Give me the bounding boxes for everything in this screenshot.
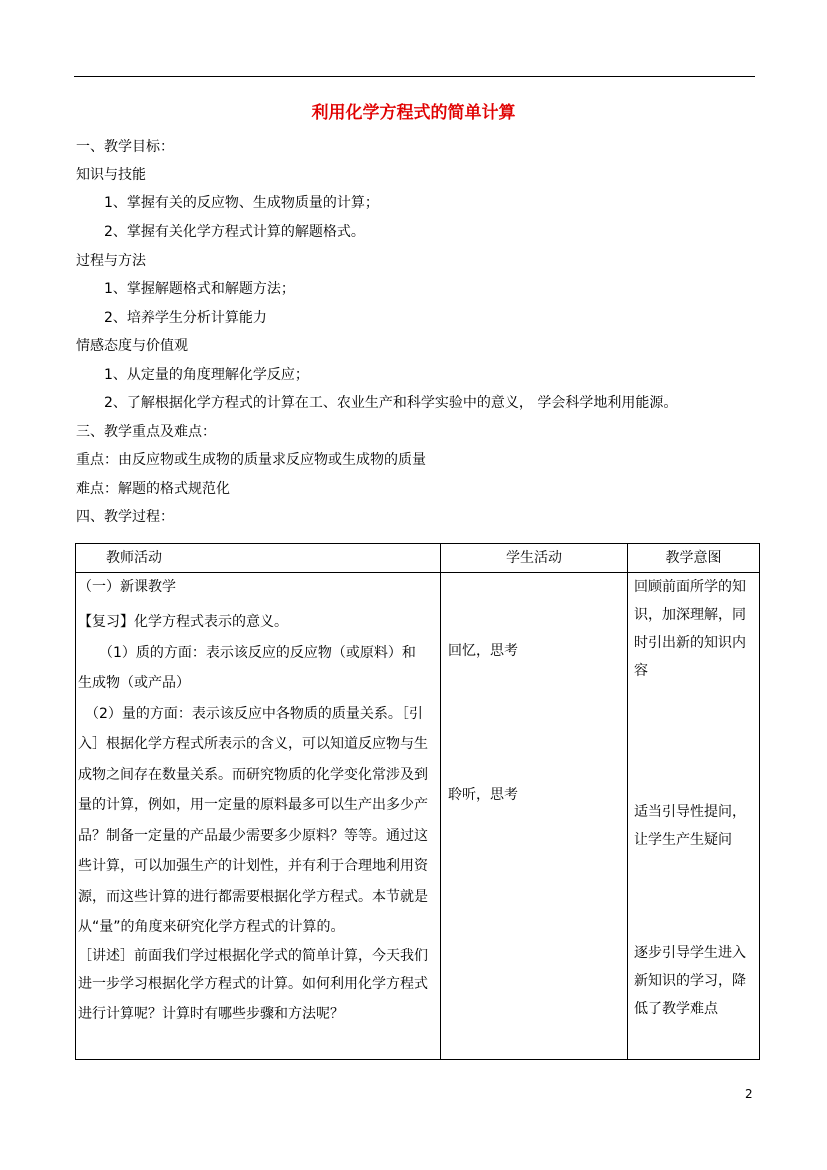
section3-heading: 三、教学重点及难点： — [76, 424, 216, 440]
table-row — [76, 573, 760, 1060]
page-number: 2 — [745, 1087, 753, 1101]
teacher-line: 入］根据化学方程式所表示的含义，可以知道反应物与生 — [78, 736, 428, 752]
teacher-activity-cell — [76, 573, 441, 1060]
header-student-activity: 学生活动 — [441, 544, 628, 573]
section1-heading: 一、教学目标： — [76, 139, 174, 155]
teacher-line: （2）量的方面：表示该反应中各物质的质量关系。［引 — [78, 705, 423, 722]
teacher-line: 源，而这些计算的进行都需要根据化学方程式。本节就是 — [78, 888, 428, 905]
teacher-line: （1）质的方面：表示该反应的反应物（或原料）和 — [78, 644, 416, 661]
teacher-line: 从“量”的角度来研究化学方程式的计算的。 — [78, 919, 345, 935]
teacher-line: 生成物（或产品） — [78, 675, 190, 691]
student-activity-text: 回忆，思考 — [448, 643, 518, 659]
student-activity-cell — [441, 573, 628, 1060]
knowledge-item: 2、掌握有关化学方程式计算的解题格式。 — [104, 224, 365, 240]
knowledge-heading: 知识与技能 — [76, 167, 146, 183]
teacher-line: 些计算，可以加强生产的计划性，并有利于合理地利用资 — [78, 858, 428, 874]
difficult-point: 难点：解题的格式规范化 — [76, 481, 230, 497]
emotion-item: 2、了解根据化学方程式的计算在工、农业生产和科学实验中的意义， 学会科学地利用能源。 — [104, 395, 678, 411]
document-title: 利用化学方程式的简单计算 — [311, 103, 516, 123]
process-item: 1、掌握解题格式和解题方法； — [104, 281, 295, 297]
knowledge-item: 1、掌握有关的反应物、生成物质量的计算； — [104, 195, 379, 211]
teacher-line: ［讲述］前面我们学过根据化学式的简单计算，今天我们 — [78, 947, 428, 964]
teacher-line: 量的计算，例如，用一定量的原料最多可以生产出多少产 — [78, 797, 428, 813]
process-item: 2、培养学生分析计算能力 — [104, 310, 267, 326]
teaching-intent-text: 回顾前面所学的知识，加深理解，同时引出新的知识内容 — [634, 579, 746, 679]
header-rule — [74, 76, 755, 77]
teacher-line: 【复习】化学方程式表示的意义。 — [78, 614, 288, 630]
teacher-line: 进行计算呢？计算时有哪些步骤和方法呢？ — [78, 1005, 344, 1022]
teaching-intent-text: 适当引导性提问，让学生产生疑问 — [634, 804, 746, 848]
table-header-row — [76, 544, 760, 573]
emotion-heading: 情感态度与价值观 — [76, 338, 188, 354]
header-teaching-intent: 教学意图 — [628, 544, 760, 573]
teacher-line: 成物之间存在数量关系。而研究物质的化学变化常涉及到 — [78, 766, 428, 783]
teacher-line: 进一步学习根据化学方程式的计算。如何利用化学方程式 — [78, 975, 428, 992]
emotion-item: 1、从定量的角度理解化学反应； — [104, 367, 309, 383]
teacher-line: （一）新课教学 — [78, 579, 176, 595]
teaching-intent-cell — [628, 573, 760, 1060]
teacher-line: 品？制备一定量的产品最少需要多少原料？等等。通过这 — [78, 827, 428, 844]
teaching-process-table — [75, 543, 760, 1060]
key-point: 重点：由反应物或生成物的质量求反应物或生成物的质量 — [76, 452, 426, 468]
process-heading: 过程与方法 — [76, 253, 146, 269]
header-teacher-activity: 教师活动 — [76, 544, 441, 573]
student-activity-text: 聆听，思考 — [448, 787, 518, 803]
section4-heading: 四、教学过程： — [76, 509, 174, 525]
teaching-intent-text: 逐步引导学生进入新知识的学习，降低了教学难点 — [634, 945, 746, 1017]
